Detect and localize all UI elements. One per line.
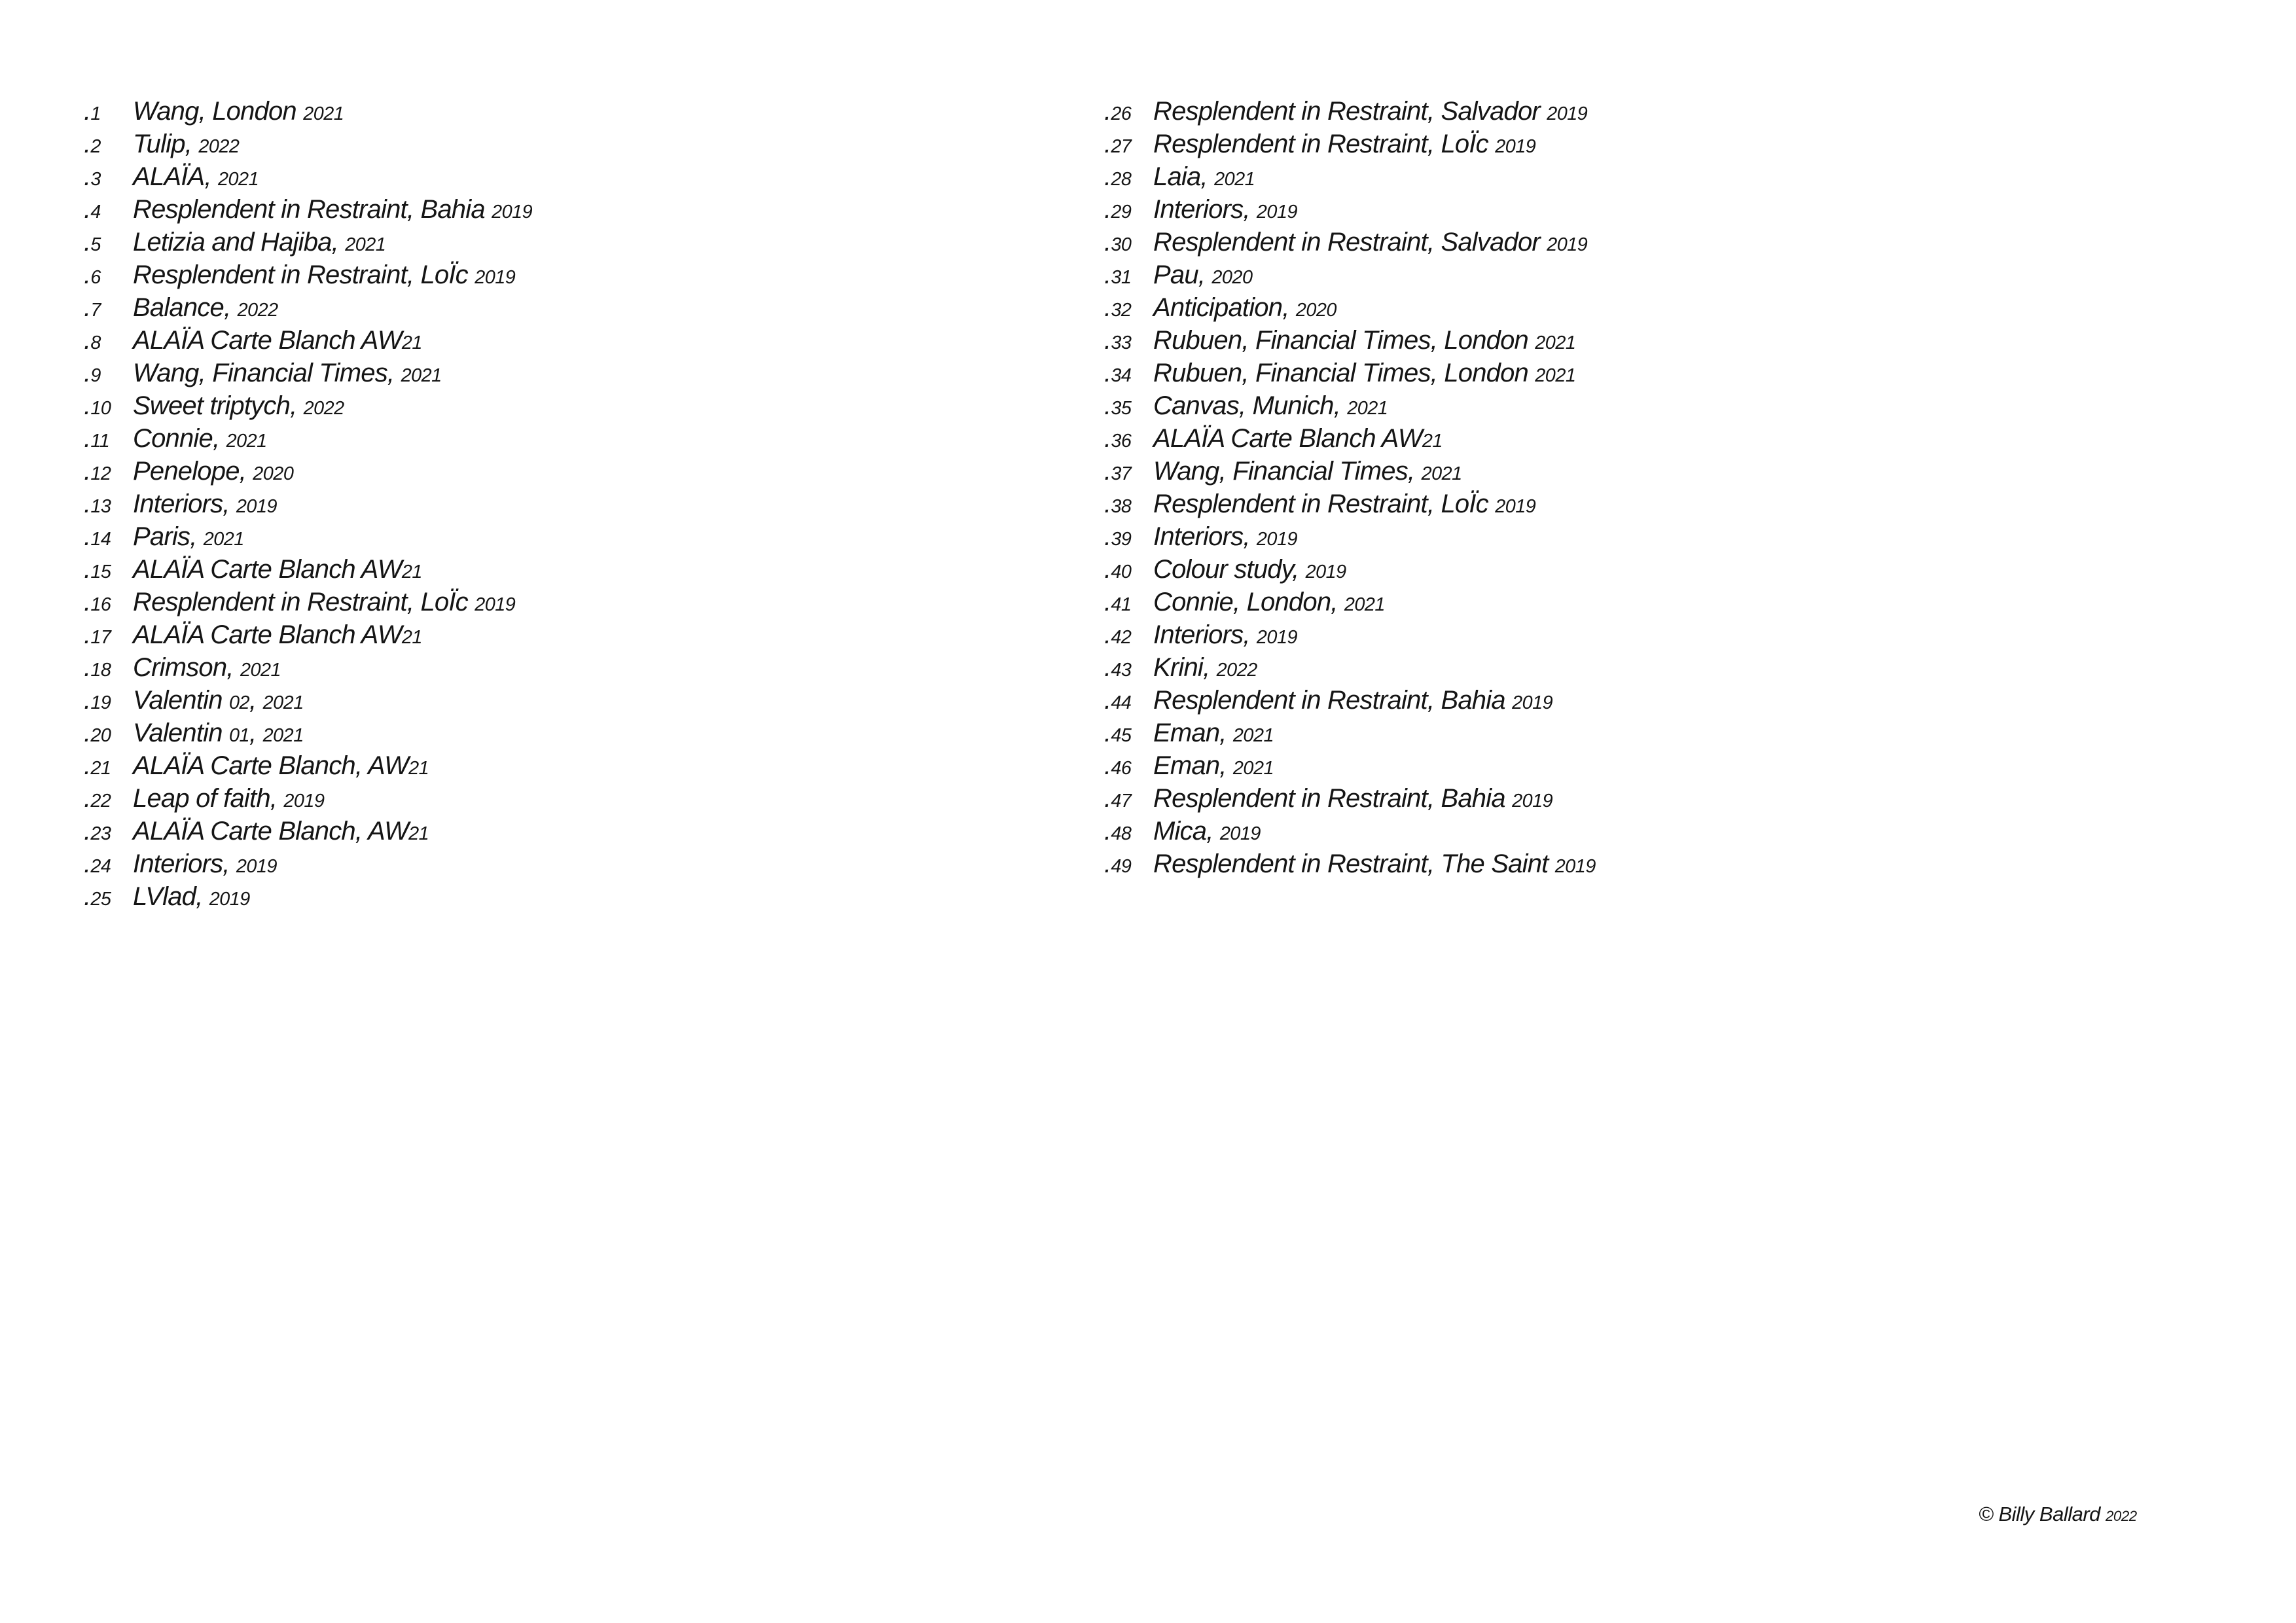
item-title: Resplendent in Restraint, Salvador 2019 — [1153, 228, 1588, 257]
list-item — [84, 389, 532, 422]
item-number: .14 — [84, 522, 111, 551]
item-number: .46 — [1104, 751, 1132, 780]
list-item — [1104, 95, 1596, 128]
list-item — [1104, 291, 1596, 324]
item-title: Wang, Financial Times, 2021 — [133, 359, 442, 387]
item-number: .11 — [84, 424, 110, 453]
item-title: Wang, London 2021 — [133, 97, 344, 126]
item-number: .37 — [1104, 457, 1132, 486]
item-title: Eman, 2021 — [1153, 751, 1274, 780]
item-number: .12 — [84, 457, 111, 486]
item-number: .25 — [84, 882, 111, 911]
list-item — [1104, 717, 1596, 749]
list-item — [84, 651, 532, 684]
item-number: .49 — [1104, 849, 1132, 878]
item-title: Resplendent in Restraint, LoÏc 2019 — [133, 588, 516, 616]
caption-list-left — [84, 95, 532, 913]
item-title: Interiors, 2019 — [133, 490, 277, 518]
list-item — [84, 815, 532, 847]
list-item — [84, 586, 532, 618]
caption-list-right — [1104, 95, 1596, 880]
item-title: Interiors, 2019 — [1153, 522, 1297, 551]
item-title: Balance, 2022 — [133, 293, 278, 322]
item-number: .23 — [84, 817, 111, 846]
item-number: .19 — [84, 686, 111, 715]
item-number: .8 — [84, 326, 101, 355]
list-item — [84, 259, 532, 291]
item-number: .7 — [84, 293, 101, 322]
list-item — [1104, 618, 1596, 651]
list-item — [1104, 651, 1596, 684]
item-title: Resplendent in Restraint, Salvador 2019 — [1153, 97, 1588, 126]
item-title: Leap of faith, 2019 — [133, 784, 325, 813]
item-number: .3 — [84, 162, 101, 191]
item-number: .1 — [84, 97, 101, 126]
item-title: Mica, 2019 — [1153, 817, 1261, 846]
list-item — [1104, 749, 1596, 782]
list-item — [84, 128, 532, 160]
item-number: .17 — [84, 620, 111, 649]
item-title: Pau, 2020 — [1153, 260, 1253, 289]
item-number: .22 — [84, 784, 111, 813]
item-number: .26 — [1104, 97, 1132, 126]
list-item — [84, 684, 532, 717]
item-number: .16 — [84, 588, 111, 616]
item-number: .36 — [1104, 424, 1132, 453]
list-item — [84, 880, 532, 913]
item-title: Krini, 2022 — [1153, 653, 1257, 682]
list-item — [84, 291, 532, 324]
list-item — [84, 749, 532, 782]
item-title: Resplendent in Restraint, LoÏc 2019 — [133, 260, 516, 289]
item-title: Colour study, 2019 — [1153, 555, 1346, 584]
item-title: Canvas, Munich, 2021 — [1153, 391, 1388, 420]
list-item — [84, 95, 532, 128]
item-title: Resplendent in Restraint, The Saint 2019 — [1153, 849, 1596, 878]
item-number: .40 — [1104, 555, 1132, 584]
copyright: © Billy Ballard 2022 — [1979, 1503, 2137, 1525]
item-number: .48 — [1104, 817, 1132, 846]
item-number: .47 — [1104, 784, 1132, 813]
item-number: .18 — [84, 653, 111, 682]
item-title: Letizia and Hajiba, 2021 — [133, 228, 386, 257]
list-item — [84, 618, 532, 651]
item-number: .31 — [1104, 260, 1132, 289]
list-item — [84, 782, 532, 815]
item-number: .10 — [84, 391, 111, 420]
item-title: Rubuen, Financial Times, London 2021 — [1153, 326, 1576, 355]
item-title: Resplendent in Restraint, Bahia 2019 — [133, 195, 533, 224]
item-title: Eman, 2021 — [1153, 719, 1274, 747]
item-number: .20 — [84, 719, 111, 747]
item-number: .32 — [1104, 293, 1132, 322]
list-item — [84, 226, 532, 259]
list-item — [1104, 324, 1596, 357]
list-item — [84, 422, 532, 455]
list-item — [84, 488, 532, 520]
item-number: .30 — [1104, 228, 1132, 257]
list-item — [1104, 389, 1596, 422]
list-item — [84, 160, 532, 193]
item-title: Wang, Financial Times, 2021 — [1153, 457, 1462, 486]
item-number: .43 — [1104, 653, 1132, 682]
list-item — [1104, 586, 1596, 618]
item-title: ALAÏA Carte Blanch, AW21 — [133, 817, 429, 846]
item-number: .21 — [84, 751, 111, 780]
list-item — [1104, 520, 1596, 553]
item-title: Tulip, 2022 — [133, 130, 240, 158]
item-number: .28 — [1104, 162, 1132, 191]
list-item — [1104, 422, 1596, 455]
item-title: Laia, 2021 — [1153, 162, 1255, 191]
list-item — [84, 324, 532, 357]
item-title: ALAÏA Carte Blanch AW21 — [133, 326, 422, 355]
item-number: .15 — [84, 555, 111, 584]
item-number: .4 — [84, 195, 101, 224]
item-number: .2 — [84, 130, 101, 158]
item-number: .34 — [1104, 359, 1132, 387]
list-item — [1104, 815, 1596, 847]
list-item — [1104, 160, 1596, 193]
item-title: Interiors, 2019 — [1153, 195, 1297, 224]
item-title: ALAÏA Carte Blanch AW21 — [133, 620, 422, 649]
item-title: Valentin 02, 2021 — [133, 686, 304, 715]
list-item — [84, 553, 532, 586]
list-item — [84, 847, 532, 880]
list-item — [84, 193, 532, 226]
item-number: .44 — [1104, 686, 1132, 715]
item-title: Paris, 2021 — [133, 522, 244, 551]
item-title: Connie, 2021 — [133, 424, 267, 453]
item-number: .24 — [84, 849, 111, 878]
item-title: ALAÏA Carte Blanch, AW21 — [133, 751, 429, 780]
item-title: Resplendent in Restraint, LoÏc 2019 — [1153, 130, 1536, 158]
list-item — [1104, 553, 1596, 586]
item-title: ALAÏA, 2021 — [133, 162, 259, 191]
item-title: Rubuen, Financial Times, London 2021 — [1153, 359, 1576, 387]
item-title: Connie, London, 2021 — [1153, 588, 1385, 616]
item-number: .39 — [1104, 522, 1132, 551]
item-title: Interiors, 2019 — [1153, 620, 1297, 649]
list-item — [84, 717, 532, 749]
list-item — [1104, 357, 1596, 389]
item-number: .13 — [84, 490, 111, 518]
list-item — [1104, 128, 1596, 160]
item-title: ALAÏA Carte Blanch AW21 — [1153, 424, 1443, 453]
item-number: .38 — [1104, 490, 1132, 518]
item-number: .33 — [1104, 326, 1132, 355]
item-number: .45 — [1104, 719, 1132, 747]
item-title: Interiors, 2019 — [133, 849, 277, 878]
item-title: Resplendent in Restraint, Bahia 2019 — [1153, 784, 1553, 813]
item-title: ALAÏA Carte Blanch AW21 — [133, 555, 422, 584]
item-number: .9 — [84, 359, 101, 387]
item-title: Valentin 01, 2021 — [133, 719, 304, 747]
item-number: .42 — [1104, 620, 1132, 649]
list-item — [1104, 782, 1596, 815]
item-title: Resplendent in Restraint, Bahia 2019 — [1153, 686, 1553, 715]
list-item — [1104, 455, 1596, 488]
item-title: Crimson, 2021 — [133, 653, 281, 682]
item-title: Resplendent in Restraint, LoÏc 2019 — [1153, 490, 1536, 518]
list-item — [1104, 193, 1596, 226]
list-item — [84, 520, 532, 553]
list-item — [1104, 259, 1596, 291]
item-title: Sweet triptych, 2022 — [133, 391, 344, 420]
list-item — [84, 455, 532, 488]
item-number: .5 — [84, 228, 101, 257]
item-title: LVlad, 2019 — [133, 882, 250, 911]
list-item — [1104, 488, 1596, 520]
list-item — [1104, 226, 1596, 259]
item-number: .29 — [1104, 195, 1132, 224]
list-item — [84, 357, 532, 389]
item-number: .41 — [1104, 588, 1132, 616]
list-item — [1104, 684, 1596, 717]
list-item — [1104, 847, 1596, 880]
item-title: Anticipation, 2020 — [1153, 293, 1336, 322]
item-number: .35 — [1104, 391, 1132, 420]
item-number: .27 — [1104, 130, 1132, 158]
item-title: Penelope, 2020 — [133, 457, 294, 486]
item-number: .6 — [84, 260, 101, 289]
